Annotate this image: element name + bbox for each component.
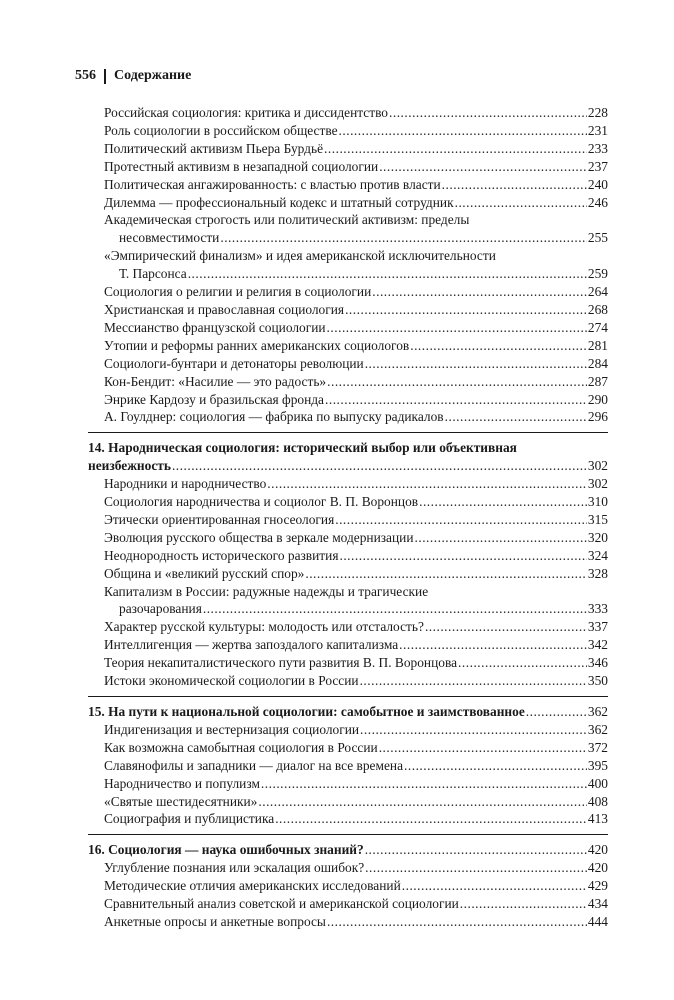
toc-entry[interactable]: Интеллигенция — жертва запоздалого капитализма ..... 342 xyxy=(88,636,608,654)
toc-entry[interactable]: Народники и народничество ..... 302 xyxy=(88,475,608,493)
header-divider xyxy=(104,69,106,84)
chapter-14-continuation[interactable]: неизбежность ..... 302 xyxy=(88,457,608,475)
toc-group-2 xyxy=(88,283,608,426)
toc-entry[interactable]: Социография и публицистика ..... 413 xyxy=(88,810,608,828)
toc-entry[interactable]: Утопии и реформы ранних американских социологов ..... 281 xyxy=(88,337,608,355)
toc-entry-first-line[interactable]: Академическая строгость или политический активизм: пределы xyxy=(104,212,470,228)
toc-entry[interactable]: Истоки экономической социологии в России ..... 350 xyxy=(88,672,608,690)
table-of-contents xyxy=(88,104,608,931)
toc-group-5 xyxy=(88,721,608,828)
chapter-15-heading[interactable]: 15. На пути к национальной социологии: самобытное и заимствованное ..... 362 xyxy=(88,703,608,721)
toc-entry[interactable]: Методические отличия американских исследований ..... 429 xyxy=(88,877,608,895)
toc-entry[interactable]: Энрике Кардозу и бразильская фронда ..... 290 xyxy=(88,391,608,409)
toc-entry[interactable]: Этически ориентированная гносеология ..... 315 xyxy=(88,511,608,529)
running-header xyxy=(75,68,191,84)
toc-group-6 xyxy=(88,859,608,931)
toc-entry[interactable]: Как возможна самобытная социология в России ..... 372 xyxy=(88,739,608,757)
toc-entry[interactable]: Христианская и православная социология ..... 268 xyxy=(88,301,608,319)
chapter-divider xyxy=(88,834,608,835)
toc-entry[interactable]: Российская социология: критика и диссидентство ..... 228 xyxy=(88,104,608,122)
toc-entry[interactable]: Народничество и популизм ..... 400 xyxy=(88,775,608,793)
toc-entry[interactable]: «Святые шестидесятники» ..... 408 xyxy=(88,793,608,811)
chapter-16-heading[interactable]: 16. Социология — наука ошибочных знаний? ..... 420 xyxy=(88,841,608,859)
toc-entry[interactable]: Анкетные опросы и анкетные вопросы ..... 444 xyxy=(88,913,608,931)
toc-entry[interactable]: Теория некапиталистического пути развития В. П. Воронцова ..... 346 xyxy=(88,654,608,672)
toc-entry[interactable]: Славянофилы и западники — диалог на все времена ..... 395 xyxy=(88,757,608,775)
toc-group-1 xyxy=(88,104,608,211)
toc-entry[interactable]: Роль социологии в российском обществе ..... 231 xyxy=(88,122,608,140)
toc-entry[interactable]: Мессианство французской социологии ..... 274 xyxy=(88,319,608,337)
chapter-divider xyxy=(88,696,608,697)
chapter-divider xyxy=(88,432,608,433)
toc-entry-first-line[interactable]: Капитализм в России: радужные надежды и трагические xyxy=(104,583,429,599)
toc-entry[interactable]: Протестный активизм в незападной социологии ..... 237 xyxy=(88,158,608,176)
toc-entry[interactable]: Кон-Бендит: «Насилие — это радость» ..... 287 xyxy=(88,373,608,391)
toc-entry[interactable]: Характер русской культуры: молодость или отсталость? ..... 337 xyxy=(88,618,608,636)
page-number: 556 xyxy=(75,68,96,83)
toc-entry[interactable]: Индигенизация и вестернизация социологии ..... 362 xyxy=(88,721,608,739)
toc-entry-continuation[interactable]: несовместимости ..... 255 xyxy=(88,229,608,247)
toc-entry[interactable]: Социология о религии и религия в социологии ..... 264 xyxy=(88,283,608,301)
chapter-14-heading[interactable]: 14. Народническая социология: исторический выбор или объективная xyxy=(88,440,517,456)
toc-group-4 xyxy=(88,618,608,690)
toc-entry[interactable]: Углубление познания или эскалация ошибок? ..... 420 xyxy=(88,859,608,877)
toc-entry[interactable]: Община и «великий русский спор» ..... 328 xyxy=(88,565,608,583)
toc-entry-continuation[interactable]: разочарования ..... 333 xyxy=(88,600,608,618)
toc-entry[interactable]: Эволюция русского общества в зеркале модернизации ..... 320 xyxy=(88,529,608,547)
toc-entry[interactable]: Сравнительный анализ советской и американской социологии ..... 434 xyxy=(88,895,608,913)
toc-entry-continuation[interactable]: Т. Парсонса ..... 259 xyxy=(88,265,608,283)
toc-entry[interactable]: Политический активизм Пьера Бурдьё ..... 233 xyxy=(88,140,608,158)
toc-entry[interactable]: Неоднородность исторического развития ..... 324 xyxy=(88,547,608,565)
toc-entry[interactable]: Политическая ангажированность: с властью против власти ..... 240 xyxy=(88,176,608,194)
toc-entry[interactable]: Социология народничества и социолог В. П. Воронцов ..... 310 xyxy=(88,493,608,511)
toc-entry[interactable]: А. Гоулднер: социология — фабрика по выпуску радикалов ..... 296 xyxy=(88,408,608,426)
toc-group-3 xyxy=(88,475,608,582)
toc-entry[interactable]: Дилемма — профессиональный кодекс и штатный сотрудник ..... 246 xyxy=(88,194,608,212)
toc-entry-first-line[interactable]: «Эмпирический финализм» и идея американской исключительности xyxy=(104,248,496,264)
section-title: Содержание xyxy=(114,68,192,83)
toc-entry[interactable]: Социологи-бунтари и детонаторы революции ..... 284 xyxy=(88,355,608,373)
